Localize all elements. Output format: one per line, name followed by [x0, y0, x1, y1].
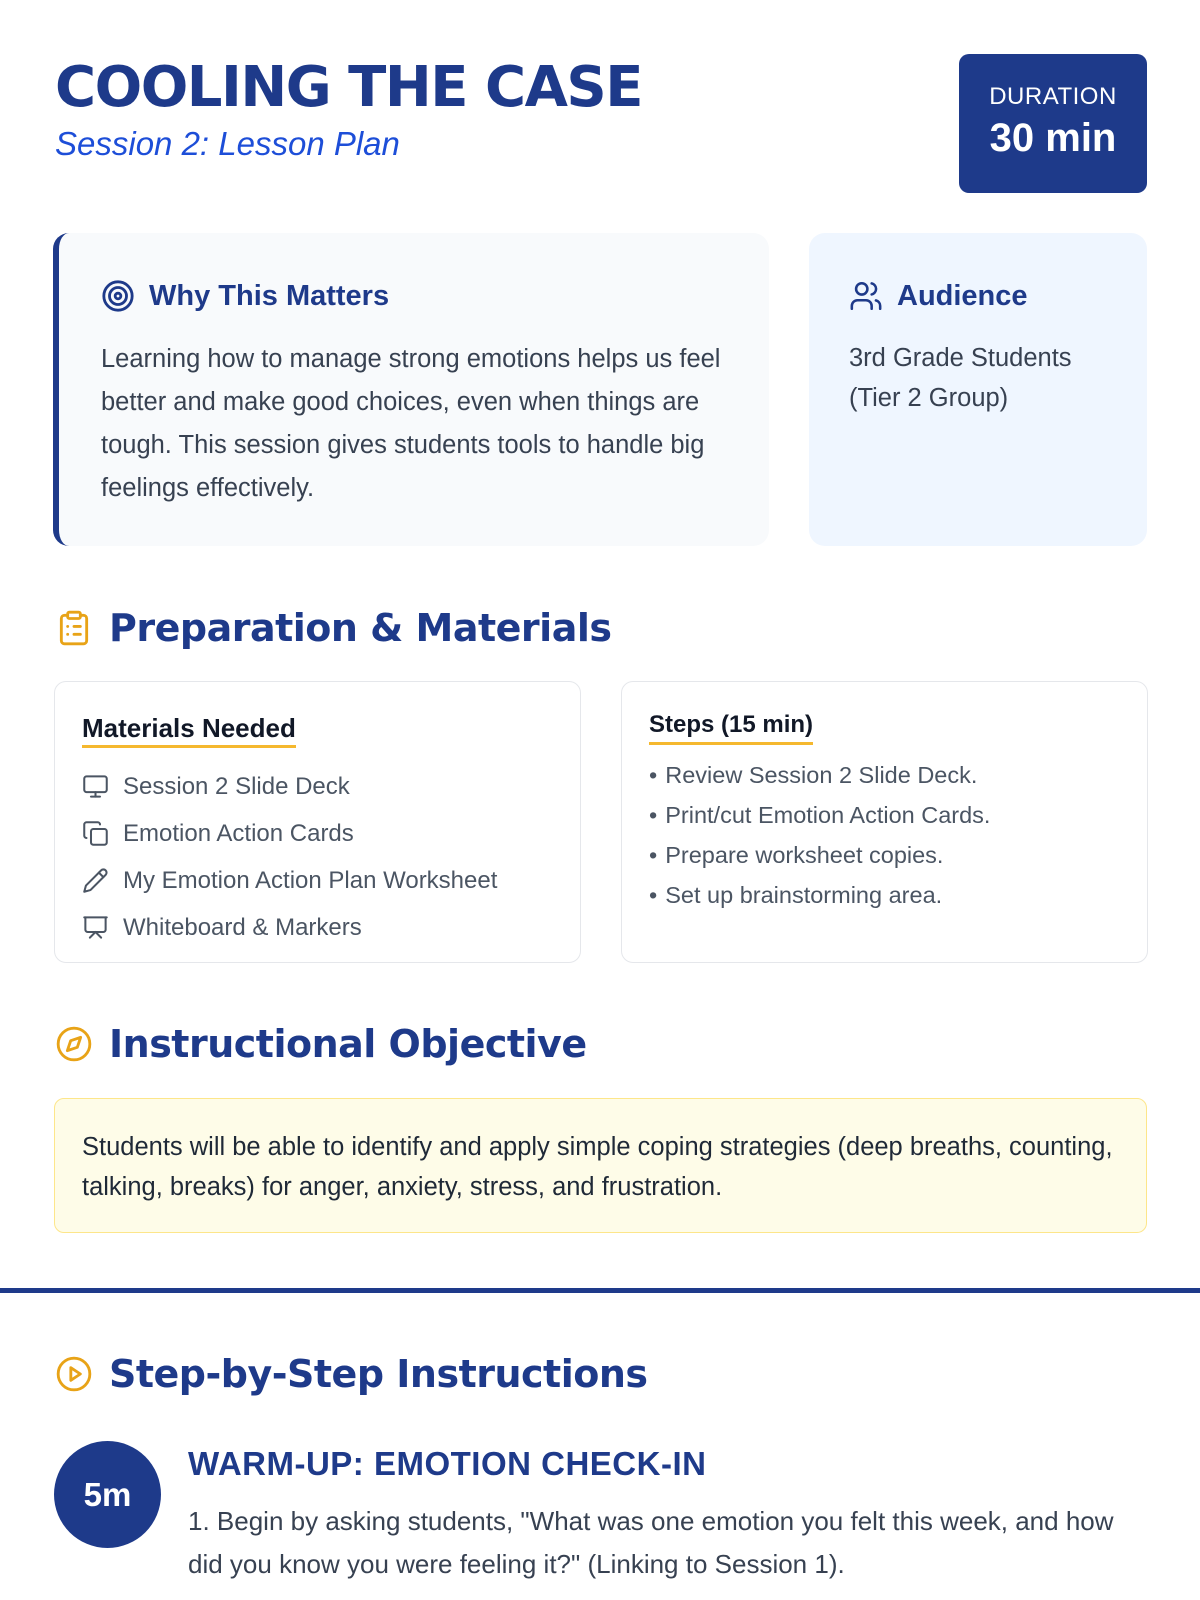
section-divider [0, 1288, 1200, 1293]
pencil-icon [82, 867, 109, 894]
audience-header [849, 279, 1028, 313]
preparation-title: Preparation & Materials [109, 606, 612, 650]
list-item [82, 763, 497, 810]
objective-box [54, 1098, 1147, 1233]
list-item: • Review Session 2 Slide Deck. [649, 755, 990, 795]
instructions-section-header [55, 1351, 648, 1397]
step-text: 1. Begin by asking students, "What was one emotion you felt this week, and how did you know you were feeling it?" (Linking to Session 1). [188, 1506, 1114, 1579]
page-title: COOLING THE CASE [55, 55, 642, 120]
duration-value: 30 min [989, 116, 1117, 160]
instructions-title: Step-by-Step Instructions [109, 1352, 648, 1396]
audience-text: 3rd Grade Students (Tier 2 Group) [849, 344, 1072, 412]
material-label: Emotion Action Cards [123, 819, 354, 847]
list-item: • Set up brainstorming area. [649, 875, 990, 915]
compass-icon [55, 1025, 93, 1063]
material-label: Session 2 Slide Deck [123, 772, 350, 800]
clipboard-icon [55, 609, 93, 647]
prep-steps-card [621, 681, 1148, 963]
list-item [82, 904, 497, 951]
audience-title: Audience [897, 280, 1028, 312]
page-subtitle: Session 2: Lesson Plan [55, 125, 400, 162]
why-text: Learning how to manage strong emotions helps us feel better and make good choices, even when things are tough. This session gives students tools to handle big feelings effectively. [101, 345, 721, 502]
materials-card [54, 681, 581, 963]
list-item: • Prepare worksheet copies. [649, 835, 990, 875]
users-icon [849, 279, 883, 313]
prep-steps-title: Steps (15 min) [649, 709, 813, 745]
step-time-badge: 5m [54, 1441, 161, 1548]
why-header [101, 279, 389, 313]
step-title: WARM-UP: EMOTION CHECK-IN [188, 1445, 707, 1482]
prep-steps-list [649, 755, 990, 915]
play-circle-icon [55, 1355, 93, 1393]
material-label: My Emotion Action Plan Worksheet [123, 866, 498, 894]
material-label: Whiteboard & Markers [123, 913, 362, 941]
list-item [82, 810, 497, 857]
why-this-matters-card [53, 233, 769, 546]
materials-list [82, 763, 497, 951]
why-title: Why This Matters [149, 280, 390, 312]
target-icon [101, 279, 135, 313]
list-item: • Print/cut Emotion Action Cards. [649, 795, 990, 835]
materials-title: Materials Needed [82, 712, 296, 748]
duration-badge [959, 54, 1147, 193]
list-item [82, 857, 497, 904]
header [55, 52, 1147, 194]
copy-icon [82, 820, 109, 847]
preparation-section-header [55, 605, 611, 651]
objective-section-header [55, 1021, 587, 1067]
monitor-icon [82, 773, 109, 800]
duration-label: DURATION [989, 83, 1117, 110]
objective-title: Instructional Objective [109, 1022, 587, 1066]
objective-text: Students will be able to identify and apply simple coping strategies (deep breaths, counting, talking, breaks) for anger, anxiety, stress, and frustration. [82, 1133, 1113, 1201]
presentation-icon [82, 914, 109, 941]
audience-card [809, 233, 1147, 546]
